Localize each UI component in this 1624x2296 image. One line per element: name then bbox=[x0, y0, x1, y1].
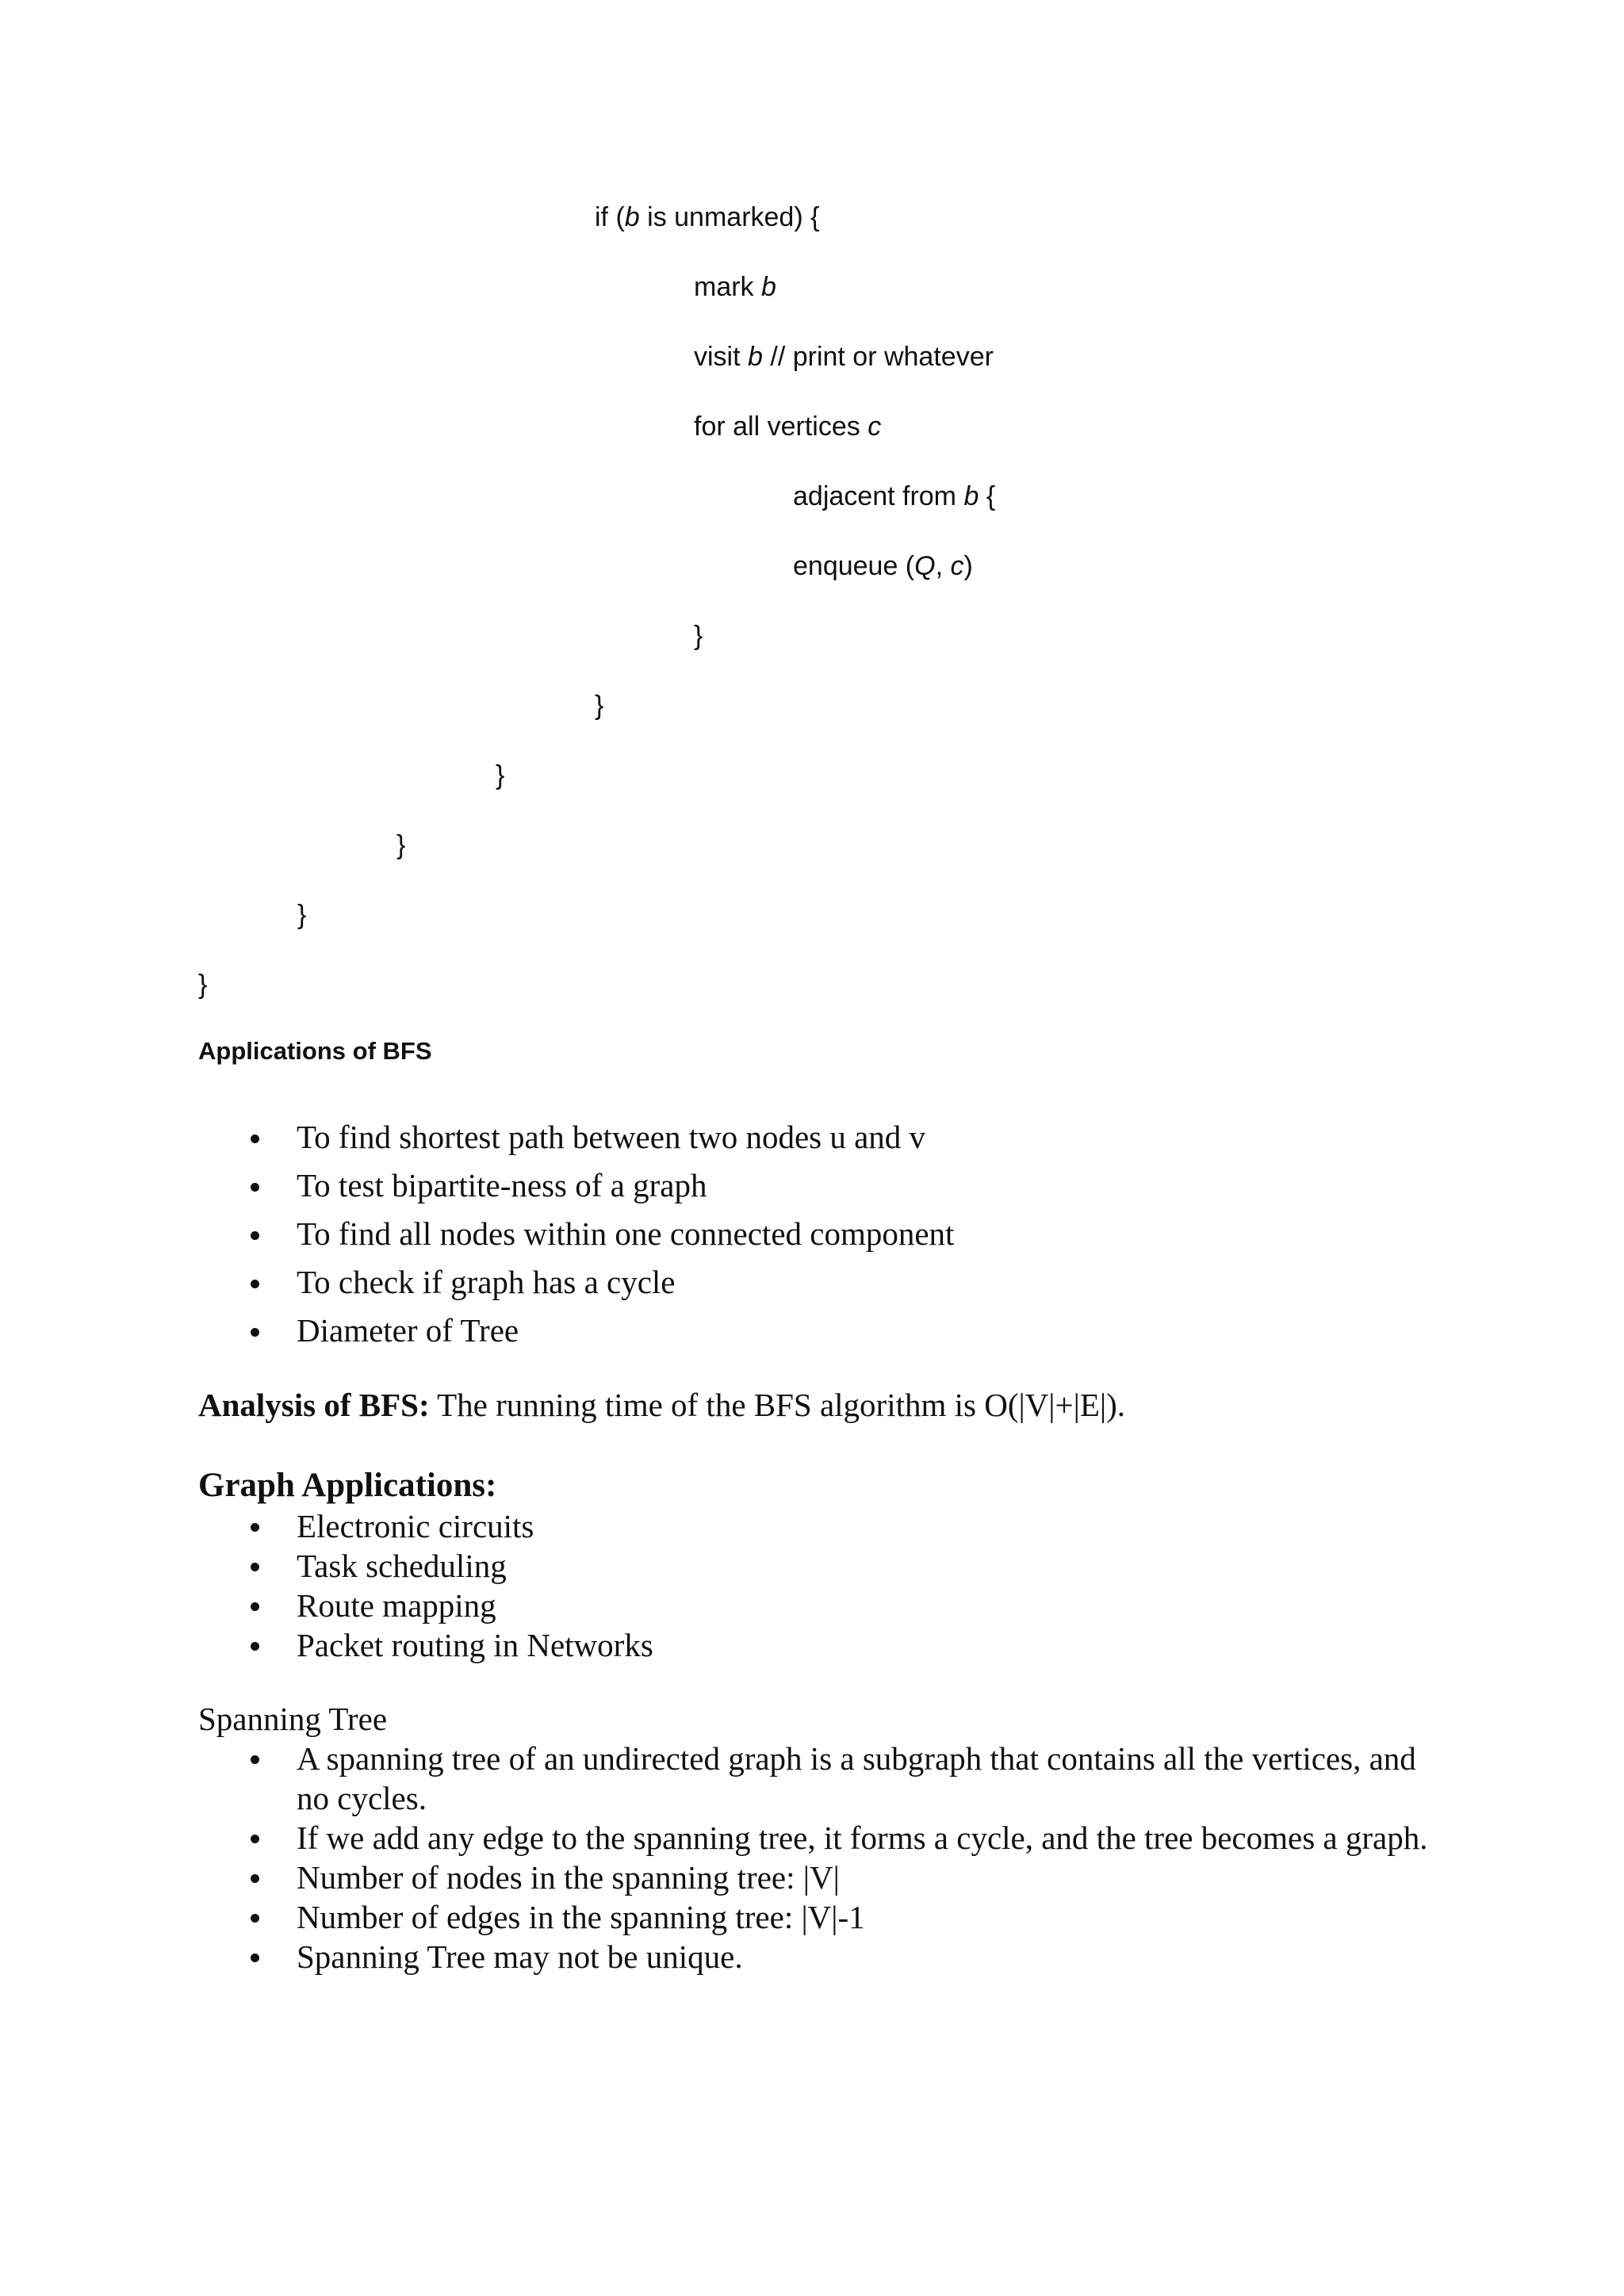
analysis-text: The running time of the BFS algorithm is O(|V|+|E|). bbox=[429, 1387, 1126, 1423]
applications-bfs-list bbox=[0, 1113, 1454, 1355]
code-var: Q bbox=[914, 551, 936, 581]
list-item: Task scheduling bbox=[0, 1546, 1454, 1586]
graph-applications-heading: Graph Applications: bbox=[198, 1467, 497, 1504]
code-text: enqueue ( bbox=[793, 551, 915, 581]
code-text: adjacent from bbox=[793, 481, 964, 511]
code-brace-close: } bbox=[694, 621, 703, 651]
code-var: c bbox=[950, 551, 964, 581]
analysis-label: Analysis of BFS: bbox=[198, 1387, 430, 1423]
code-text: is unmarked) { bbox=[639, 202, 820, 232]
list-item: To find all nodes within one connected component bbox=[0, 1210, 1454, 1258]
code-brace-close: } bbox=[396, 830, 406, 860]
list-item: A spanning tree of an undirected graph is a subgraph that contains all the vertices, and no cycles. bbox=[0, 1739, 1454, 1818]
code-text: , bbox=[935, 551, 951, 581]
list-item: Packet routing in Networks bbox=[0, 1625, 1454, 1665]
code-var: b bbox=[624, 202, 640, 232]
applications-bfs-heading: Applications of BFS bbox=[198, 1037, 432, 1065]
code-line-forall bbox=[694, 411, 881, 442]
code-brace-close: } bbox=[198, 970, 208, 1000]
graph-applications-list bbox=[0, 1506, 1454, 1665]
code-var: b bbox=[963, 481, 979, 511]
analysis-paragraph bbox=[198, 1385, 1125, 1425]
code-line-visit bbox=[694, 341, 994, 373]
list-item: Number of edges in the spanning tree: |V|-1 bbox=[0, 1897, 1454, 1937]
code-line-if bbox=[595, 201, 819, 233]
code-line-adjacent bbox=[793, 480, 995, 512]
code-text: visit bbox=[694, 342, 748, 372]
code-line-mark bbox=[694, 271, 776, 303]
code-brace-close: } bbox=[595, 691, 604, 721]
code-text: for all vertices bbox=[694, 411, 868, 442]
list-item: To find shortest path between two nodes u and v bbox=[0, 1113, 1454, 1161]
code-text: if ( bbox=[595, 202, 625, 232]
list-item: If we add any edge to the spanning tree, it forms a cycle, and the tree becomes a graph. bbox=[0, 1818, 1454, 1858]
code-text: // print or whatever bbox=[762, 342, 994, 372]
spanning-tree-heading: Spanning Tree bbox=[198, 1701, 388, 1737]
code-brace-close: } bbox=[297, 900, 307, 930]
code-var: c bbox=[868, 411, 882, 442]
list-item: Diameter of Tree bbox=[0, 1307, 1454, 1355]
list-item: To check if graph has a cycle bbox=[0, 1258, 1454, 1307]
code-brace-close: } bbox=[496, 760, 505, 790]
list-item: To test bipartite-ness of a graph bbox=[0, 1161, 1454, 1210]
list-item: Spanning Tree may not be unique. bbox=[0, 1937, 1454, 1976]
code-line-enqueue bbox=[793, 550, 973, 582]
code-text: mark bbox=[694, 272, 761, 302]
list-item: Number of nodes in the spanning tree: |V| bbox=[0, 1858, 1454, 1897]
code-text: ) bbox=[963, 551, 973, 581]
code-text: { bbox=[979, 481, 996, 511]
code-var: b bbox=[748, 342, 763, 372]
code-var: b bbox=[761, 272, 776, 302]
list-item: Route mapping bbox=[0, 1586, 1454, 1625]
list-item: Electronic circuits bbox=[0, 1506, 1454, 1546]
spanning-tree-list bbox=[0, 1739, 1454, 1976]
